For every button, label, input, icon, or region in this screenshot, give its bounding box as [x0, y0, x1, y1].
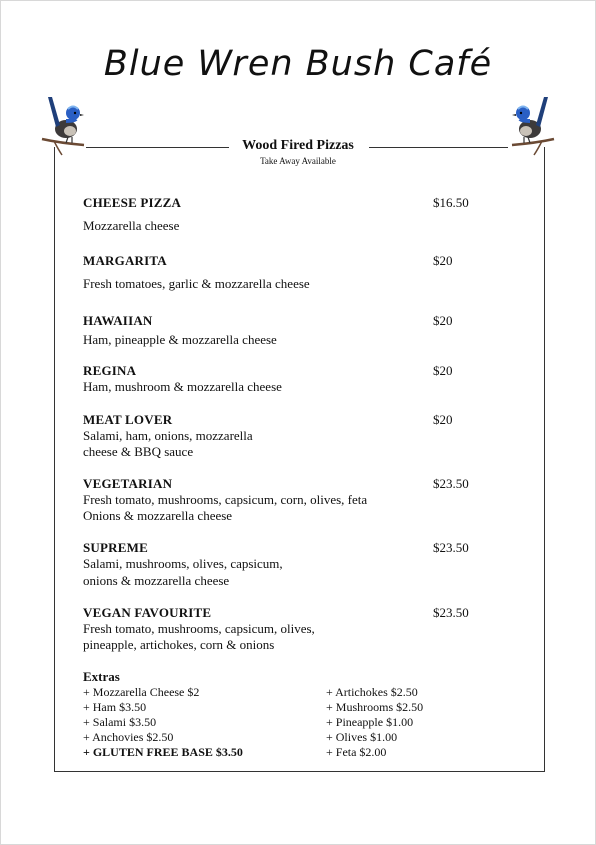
menu-item-name: VEGETARIAN	[83, 476, 173, 491]
menu-item-price: $23.50	[433, 476, 469, 491]
menu-item-price: $16.50	[433, 195, 469, 210]
menu-item-price: $20	[433, 412, 453, 427]
menu-item-description: pineapple, artichokes, corn & onions	[83, 637, 275, 652]
extra-item: + Ham $3.50	[83, 700, 147, 714]
menu-item-name: MEAT LOVER	[83, 412, 173, 427]
extras-list-left	[83, 685, 243, 760]
extra-item: + Salami $3.50	[83, 715, 157, 729]
menu-item-description: Ham, mushroom & mozzarella cheese	[83, 379, 282, 394]
menu-item-name: CHEESE PIZZA	[83, 195, 182, 210]
extra-item: + Pineapple $1.00	[326, 715, 414, 729]
menu-item-name: MARGARITA	[83, 253, 167, 268]
menu-item-name: SUPREME	[83, 540, 148, 555]
extra-item: + Mushrooms $2.50	[326, 700, 424, 714]
menu-item-description: Salami, ham, onions, mozzarella	[83, 428, 253, 443]
menu-item-description: Salami, mushrooms, olives, capsicum,	[83, 556, 283, 571]
extra-item: + Mozzarella Cheese $2	[83, 685, 200, 699]
extra-item: + Feta $2.00	[326, 745, 387, 759]
menu-item-price: $23.50	[433, 540, 469, 555]
menu-item-description: Onions & mozzarella cheese	[83, 508, 233, 523]
extras-title: Extras	[83, 669, 120, 684]
section-title: Wood Fired Pizzas	[242, 138, 354, 153]
menu-item-name: HAWAIIAN	[83, 313, 153, 328]
menu-item-name: REGINA	[83, 363, 137, 378]
extra-item: + Artichokes $2.50	[326, 685, 418, 699]
menu-item-name: VEGAN FAVOURITE	[83, 605, 212, 620]
menu-item-description: Fresh tomato, mushrooms, capsicum, olives,	[83, 621, 315, 636]
extra-item: + Olives $1.00	[326, 730, 398, 744]
extras-list-right	[326, 685, 423, 760]
extra-item-gluten-free: + GLUTEN FREE BASE $3.50	[83, 745, 243, 759]
menu-item-description: cheese & BBQ sauce	[83, 444, 194, 459]
cafe-title: Blue Wren Bush Café	[103, 44, 493, 84]
menu-item-description: Ham, pineapple & mozzarella cheese	[83, 332, 277, 347]
menu-item-description: Fresh tomato, mushrooms, capsicum, corn, olives, feta	[83, 492, 368, 507]
menu-item-price: $23.50	[433, 605, 469, 620]
menu-item-description: Fresh tomatoes, garlic & mozzarella cheese	[83, 276, 310, 291]
menu-item-price: $20	[433, 363, 453, 378]
menu-item-description: onions & mozzarella cheese	[83, 573, 230, 588]
menu-item-description: Mozzarella cheese	[83, 218, 180, 233]
menu-item-price: $20	[433, 253, 453, 268]
section-subtitle: Take Away Available	[260, 156, 336, 166]
extra-item: + Anchovies $2.50	[83, 730, 174, 744]
menu-item-price: $20	[433, 313, 453, 328]
